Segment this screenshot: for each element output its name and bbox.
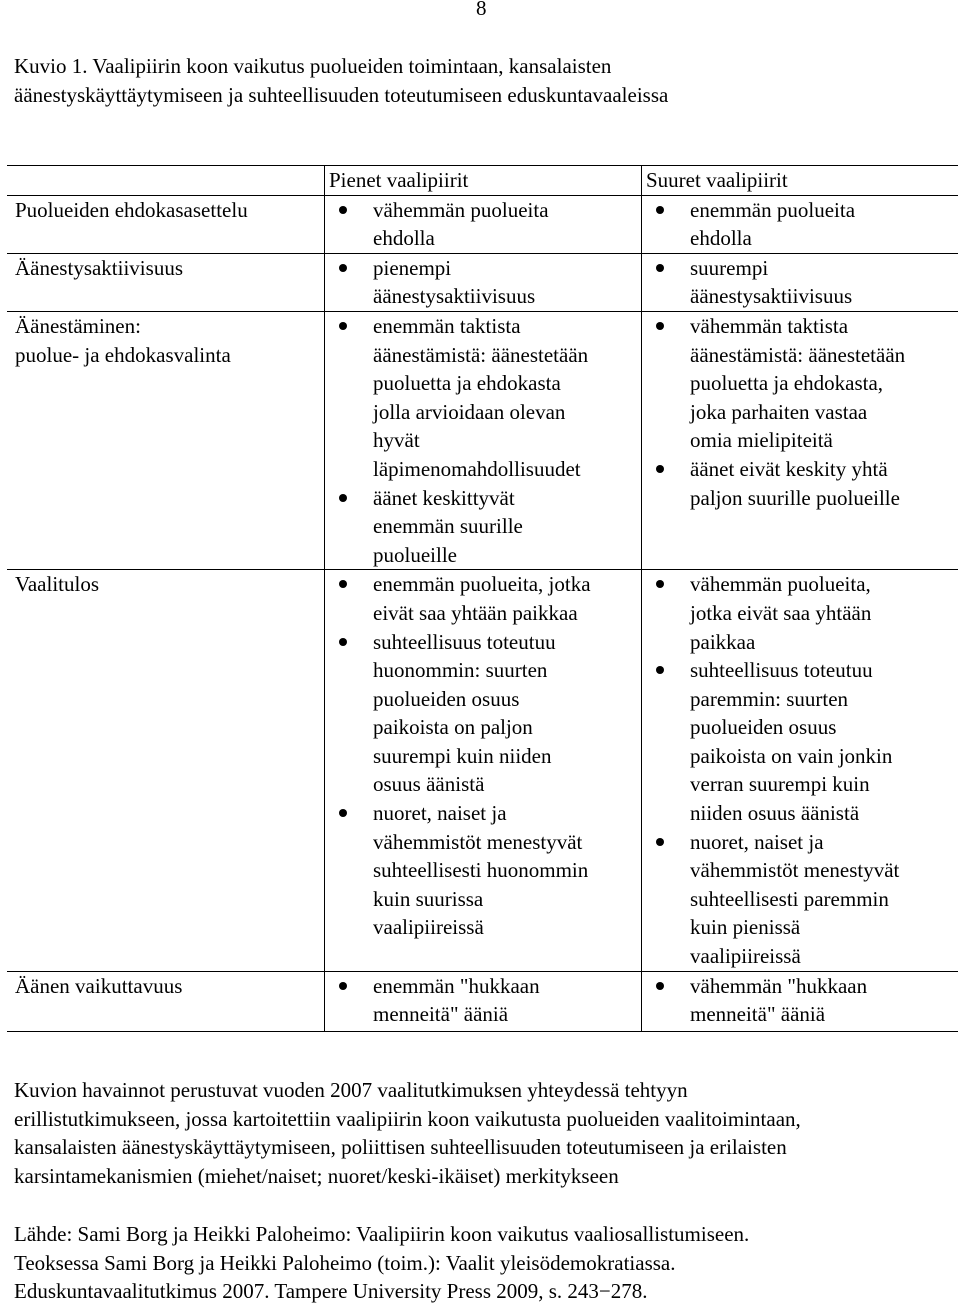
- bullet-line: pienempi: [373, 255, 452, 280]
- row-label: [7, 311, 325, 569]
- bullet-line: äänestämistä: äänestetään: [373, 342, 589, 367]
- bullet-line: läpimenomahdollisuudet: [373, 456, 581, 481]
- bullet-item: [329, 484, 637, 570]
- bullet-line: hyvät: [373, 428, 420, 453]
- bullet-list: [329, 312, 637, 569]
- note-line: Kuvion havainnot perustuvat vuoden 2007 vaalitutkimuksen yhteydessä tehtyyn: [14, 1078, 688, 1102]
- small-districts-cell: [325, 253, 642, 311]
- header-large-districts: Suuret vaalipiirit: [642, 166, 959, 196]
- figure-note: [14, 1076, 950, 1190]
- bullet-line: eivät saa yhtään paikkaa: [373, 600, 578, 625]
- bullet-line: vähemmän "hukkaan: [690, 973, 868, 998]
- bullet-line: ehdolla: [690, 226, 752, 251]
- bullet-item: [329, 312, 637, 484]
- header-empty: [7, 166, 325, 196]
- bullet-list: [646, 972, 954, 1029]
- comparison-table: [7, 165, 958, 1032]
- small-districts-cell: [325, 195, 642, 253]
- row-label-line: Äänen vaikuttavuus: [15, 973, 183, 998]
- row-label-line: Äänestäminen:: [15, 313, 141, 338]
- figure-caption: [14, 52, 944, 109]
- bullet-line: puolueiden osuus: [690, 715, 837, 740]
- bullet-item: [646, 312, 954, 455]
- row-label-line: Puolueiden ehdokasasettelu: [15, 197, 248, 222]
- row-label: [7, 570, 325, 971]
- bullet-line: jolla arvioidaan olevan: [373, 399, 566, 424]
- row-label-line: Äänestysaktiivisuus: [15, 255, 183, 280]
- bullet-item: [646, 656, 954, 828]
- bullet-item: [329, 254, 637, 311]
- bullet-list: [329, 196, 637, 253]
- table-row: [7, 311, 958, 569]
- row-label: [7, 971, 325, 1031]
- bullet-item: [646, 254, 954, 311]
- bullet-line: enemmän taktista: [373, 313, 521, 338]
- table-row: [7, 971, 958, 1031]
- bullet-line: huonommin: suurten: [373, 658, 548, 683]
- bullet-line: suhteellisuus toteutuu: [690, 658, 873, 683]
- bullet-line: ehdolla: [373, 226, 435, 251]
- source-line: Teoksessa Sami Borg ja Heikki Paloheimo (toim.): Vaalit yleisödemokratiassa.: [14, 1250, 676, 1275]
- table-header-row: [7, 166, 958, 196]
- bullet-line: enemmän suurille: [373, 514, 523, 539]
- table-row: [7, 570, 958, 971]
- bullet-line: kuin pienissä: [690, 915, 801, 940]
- bullet-line: puoluetta ja ehdokasta: [373, 371, 561, 396]
- small-districts-cell: [325, 311, 642, 569]
- bullet-list: [646, 196, 954, 253]
- bullet-item: [329, 799, 637, 942]
- bullet-list: [329, 254, 637, 311]
- table-row: [7, 253, 958, 311]
- bullet-line: suhteellisuus toteutuu: [373, 629, 556, 654]
- bullet-line: paikkaa: [690, 629, 756, 654]
- large-districts-cell: [642, 311, 959, 569]
- large-districts-cell: [642, 195, 959, 253]
- header-small-districts: Pienet vaalipiirit: [325, 166, 642, 196]
- bullet-list: [646, 312, 954, 512]
- bullet-line: suhteellisesti paremmin: [690, 886, 889, 911]
- bullet-line: menneitä" ääniä: [690, 1002, 826, 1027]
- bullet-line: vähemmän puolueita,: [690, 572, 871, 597]
- row-label: [7, 253, 325, 311]
- bullet-line: vaalipiireissä: [690, 944, 801, 969]
- bullet-line: äänestysaktiivisuus: [373, 284, 536, 309]
- bullet-line: äänestämistä: äänestetään: [690, 342, 906, 367]
- bullet-line: jotka eivät saa yhtään: [690, 600, 872, 625]
- bullet-line: suurempi kuin niiden: [373, 743, 552, 768]
- small-districts-cell: [325, 570, 642, 971]
- source-line: Eduskuntavaalitutkimus 2007. Tampere University Press 2009, s. 243−278.: [14, 1279, 648, 1304]
- bullet-line: niiden osuus äänistä: [690, 801, 860, 826]
- source-citation: [14, 1220, 950, 1306]
- bullet-line: puolueille: [373, 542, 457, 567]
- bullet-line: vähemmistöt menestyvät: [690, 858, 900, 883]
- bullet-line: nuoret, naiset ja: [690, 829, 824, 854]
- row-label: [7, 195, 325, 253]
- bullet-line: enemmän puolueita, jotka: [373, 572, 591, 597]
- bullet-line: enemmän "hukkaan: [373, 973, 540, 998]
- bullet-line: kuin suurissa: [373, 886, 484, 911]
- bullet-item: [646, 828, 954, 971]
- row-label-line: puolue- ja ehdokasvalinta: [15, 342, 231, 367]
- bullet-list: [329, 972, 637, 1029]
- bullet-item: [329, 972, 637, 1029]
- small-districts-cell: [325, 971, 642, 1031]
- bullet-item: [646, 455, 954, 512]
- large-districts-cell: [642, 971, 959, 1031]
- bullet-item: [329, 628, 637, 800]
- large-districts-cell: [642, 253, 959, 311]
- bullet-item: [329, 196, 637, 253]
- bullet-line: menneitä" ääniä: [373, 1002, 509, 1027]
- note-line: karsintamekanismien (miehet/naiset; nuoret/keski-ikäiset) merkitykseen: [14, 1163, 619, 1188]
- bullet-line: äänestysaktiivisuus: [690, 284, 853, 309]
- bullet-list: [646, 254, 954, 311]
- bullet-line: puoluetta ja ehdokasta,: [690, 371, 884, 396]
- caption-line: Kuvio 1. Vaalipiirin koon vaikutus puolueiden toimintaan, kansalaisten: [14, 54, 612, 78]
- bullet-item: [646, 570, 954, 656]
- bullet-line: paremmin: suurten: [690, 686, 849, 711]
- bullet-line: paikoista on paljon: [373, 715, 533, 740]
- bullet-line: vähemmistöt menestyvät: [373, 829, 583, 854]
- caption-line: äänestyskäyttäytymiseen ja suhteellisuuden toteutumiseen eduskuntavaaleissa: [14, 82, 669, 107]
- bullet-line: äänet eivät keskity yhtä: [690, 456, 888, 481]
- bullet-line: suurempi: [690, 255, 769, 280]
- row-label-line: Vaalitulos: [15, 572, 99, 597]
- bullet-list: [329, 570, 637, 942]
- bullet-line: äänet keskittyvät: [373, 485, 515, 510]
- bullet-line: suhteellisesti huonommin: [373, 858, 589, 883]
- bullet-line: vähemmän taktista: [690, 313, 849, 338]
- bullet-list: [646, 570, 954, 970]
- source-line: Lähde: Sami Borg ja Heikki Paloheimo: Vaalipiirin koon vaikutus vaaliosallistumiseen.: [14, 1222, 750, 1246]
- bullet-line: enemmän puolueita: [690, 197, 856, 222]
- bullet-item: [646, 196, 954, 253]
- bullet-line: nuoret, naiset ja: [373, 801, 507, 826]
- bullet-line: paikoista on vain jonkin: [690, 743, 893, 768]
- bullet-line: osuus äänistä: [373, 772, 485, 797]
- table-row: [7, 195, 958, 253]
- bullet-line: joka parhaiten vastaa: [690, 399, 868, 424]
- note-line: kansalaisten äänestyskäyttäytymiseen, poliittisen suhteellisuuden toteutumiseen ja erilaisten: [14, 1135, 787, 1160]
- bullet-item: [646, 972, 954, 1029]
- page-number: 8: [476, 0, 487, 20]
- bullet-line: puolueiden osuus: [373, 686, 520, 711]
- bullet-line: vähemmän puolueita: [373, 197, 549, 222]
- bullet-line: verran suurempi kuin: [690, 772, 870, 797]
- bullet-line: paljon suurille puolueille: [690, 485, 900, 510]
- bullet-line: omia mielipiteitä: [690, 428, 833, 453]
- note-line: erillistutkimukseen, jossa kartoitettiin vaalipiirin koon vaikutusta puolueiden vaalitoimintaan,: [14, 1106, 801, 1131]
- bullet-item: [329, 570, 637, 627]
- bullet-line: vaalipiireissä: [373, 915, 484, 940]
- large-districts-cell: [642, 570, 959, 971]
